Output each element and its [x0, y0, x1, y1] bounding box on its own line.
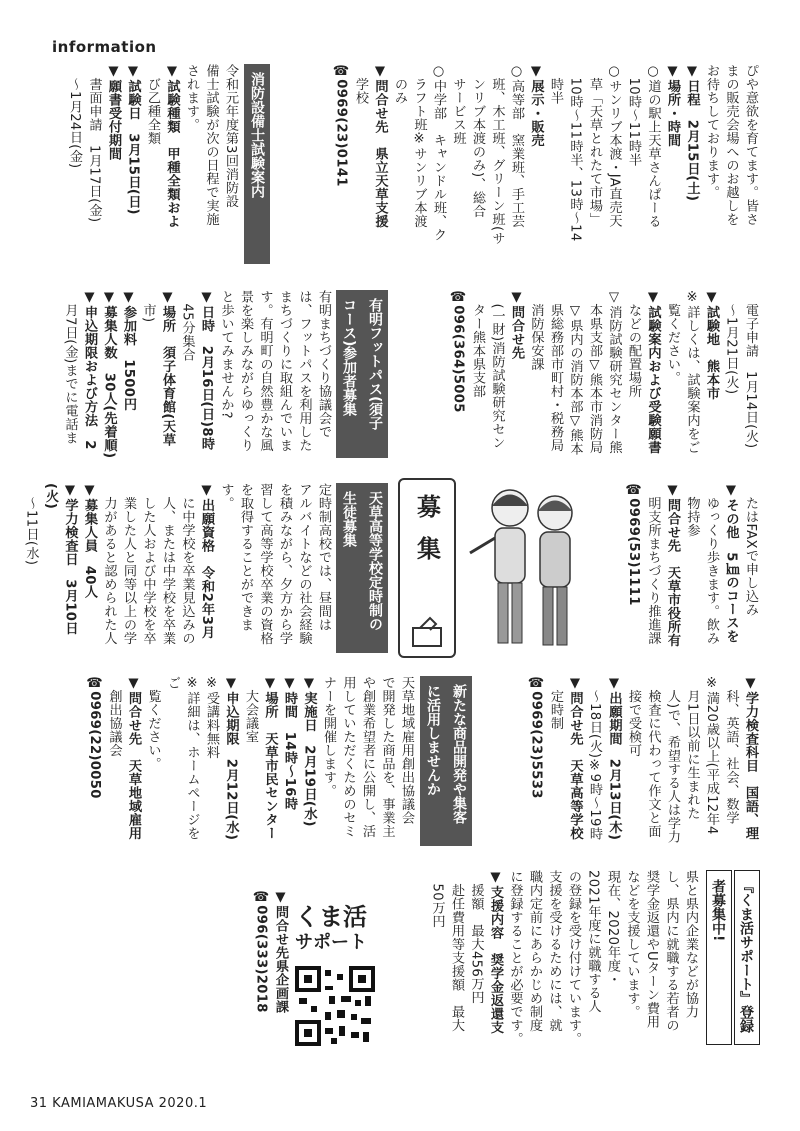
text-line: 市): [140, 290, 156, 323]
text-line: に中学校を卒業見込みの: [179, 483, 195, 645]
text-line: 消防保安課: [528, 290, 544, 371]
text-line: まの販売会場へのお越しを: [723, 64, 739, 226]
text-line: ▼場所・時間: [665, 64, 680, 147]
text-line: 覧ください。: [145, 676, 161, 771]
text-line: ▼学力検査日 3月10日(火): [43, 483, 78, 635]
text-line: アルバイトなどの社会経験: [296, 483, 312, 645]
text-line: ナーを開催します。: [321, 676, 336, 798]
text-line: 力があると認められた人: [101, 483, 117, 645]
text-line: ラフト班※サンリブ本渡: [411, 64, 427, 228]
text-line: 2021年度に就職する人: [585, 870, 601, 1013]
text-line: ☎096(333)2018: [253, 890, 269, 1013]
text-line: し、県内に就職する若者の: [663, 870, 679, 1032]
kuma-title-1: 『くま活サポート』登録: [734, 870, 760, 1045]
text-line: されます。: [184, 64, 199, 132]
text-line: の登録を受け付けています。: [566, 870, 581, 1046]
shoubou-text: [55, 64, 240, 274]
text-line: 令和元年度第3回消防設: [223, 64, 238, 208]
text-line: などを支援しています。: [624, 870, 640, 1019]
text-line: お待ちしております。: [704, 64, 719, 199]
special-school-sale-text: [290, 64, 760, 264]
text-line: ▼参加料 1500円: [121, 290, 136, 411]
page-footer: 31 KAMIAMAKUSA 2020.1: [30, 1096, 208, 1111]
text-line: 書面申請 1月17日(金): [86, 64, 102, 223]
text-line: を積みながら、夕方から学: [277, 483, 292, 645]
text-line: 県総務部市町村・税務局: [548, 290, 563, 452]
text-line: ～18日(火)※9時～19時: [587, 676, 602, 841]
text-line: ☎0969(22)0050: [87, 676, 102, 799]
text-line: ▽消防試験研究センター熊: [606, 290, 622, 454]
text-line: 明支所まちづくり推進課: [645, 483, 661, 645]
text-line: ▼申込期限 2月12日(水): [223, 676, 239, 841]
text-line: 接で受検可: [626, 676, 641, 757]
logo-line-2: サポート: [295, 932, 367, 953]
teiji-title-2: 生徒募集: [336, 483, 362, 653]
text-line: ゆっくり歩きます。飲み: [704, 483, 719, 645]
text-line: ▼問合せ先 天草市役所有: [665, 483, 680, 647]
text-line: ▼学力検査科目 国語、理: [743, 676, 758, 840]
text-line: に登録することが必要です。: [507, 870, 523, 1046]
text-line: ▼日程 2月15日(土): [684, 64, 700, 202]
text-line: 大会議室: [243, 676, 258, 744]
text-line: 草「天草とれたて市場」: [587, 64, 602, 226]
text-line: 業した人と同等以上の学: [121, 483, 136, 645]
text-line: 50万円: [429, 870, 445, 928]
text-line: のみ: [392, 64, 407, 105]
text-line: 検査に代わって作文と面: [645, 676, 661, 838]
kuma-inquiry-text: [245, 890, 290, 1060]
text-line: ○中学部 キャンドル班、ク: [431, 64, 446, 242]
text-line: サービス班: [450, 64, 466, 145]
text-line: ☎0969(53)1111: [626, 483, 641, 606]
text-line: 定時制高校では、昼間は: [316, 483, 331, 632]
text-line: 県と県内企業などが協力: [683, 870, 698, 1019]
text-line: ○サンリブ本渡・JA直売天: [606, 64, 622, 228]
text-line: 時半: [548, 64, 563, 105]
mailbox-icon: [410, 616, 444, 648]
shoubou-title: 消防設備士試験案内: [244, 64, 270, 264]
text-line: 有明まちづくり協議会で: [316, 290, 331, 439]
text-line: 人)で、希望する人は学力: [665, 676, 680, 844]
kuma-logo: [295, 904, 387, 1054]
text-line: ▼出願資格 令和2年3月: [199, 483, 214, 639]
text-line: ンリブ本渡のみ)、総合: [470, 64, 485, 218]
text-line: 定時制: [548, 676, 563, 730]
shohin-title-2: に活用しませんか: [420, 676, 446, 846]
text-line: 支援を受けるためには、就: [546, 870, 562, 1032]
text-line: 月7日(金)までに電話ま: [62, 290, 78, 445]
text-line: す。有明町の自然豊かな風: [257, 290, 273, 452]
boshu-heading: 募集: [398, 478, 456, 658]
text-line: ▼支援内容 奨学金返還支: [488, 870, 503, 1034]
text-line: ▼募集人員 40人: [82, 483, 97, 599]
text-line: ぴや意欲を育てます。皆さ: [743, 64, 758, 226]
text-line: した人および中学校を卒: [140, 483, 156, 645]
text-line: ☎0969(23)5533: [528, 676, 544, 799]
text-line: ▽県内の消防本部▽熊本: [567, 290, 583, 456]
text-line: 10時～11時半: [626, 64, 641, 167]
text-line: 職内定前にあらかじめ制度: [527, 870, 542, 1032]
text-line: 科、英語、社会、数学: [723, 676, 739, 825]
logo-line-1: くま活: [295, 903, 367, 931]
text-line: 創出協議会: [106, 676, 122, 757]
text-line: ▼問合せ先 県立天草支援: [372, 64, 388, 228]
text-line: まちづくりに取組んでいま: [277, 290, 292, 452]
text-line: 援額 最大456万円: [468, 870, 484, 1005]
text-line: ▼場所 天草市民センター: [262, 676, 278, 840]
ariake-title-2: コース)参加者募集: [336, 290, 362, 458]
ariake-text: [55, 290, 333, 465]
text-line: 備士試験が次の日程で実施: [203, 64, 219, 226]
text-line: 現在、2020年度・: [605, 870, 620, 986]
text-line: ▼展示・販売: [528, 64, 544, 147]
teiji-text: [23, 483, 333, 658]
text-line: たはFAXで申し込み: [743, 483, 758, 617]
shoubou-continued-text: [450, 290, 760, 460]
text-line: ※受講料無料: [204, 676, 219, 759]
text-line: ☎096(364)5005: [450, 290, 466, 413]
walking-couple-illustration: [460, 478, 595, 658]
text-line: ※詳しくは、試験案内をご: [684, 290, 700, 454]
text-line: ▼その他 5㎞のコースを: [723, 483, 739, 643]
text-line: ター熊本県支部: [470, 290, 485, 398]
text-line: ～1月21日(火): [723, 290, 739, 395]
text-line: び乙種全類: [145, 64, 160, 145]
text-line: ▼問合せ先県企画課: [273, 890, 288, 1014]
footpath-continued-text: [598, 483, 760, 653]
teiji-title-1: 天草高等学校定時制の: [362, 483, 388, 653]
text-line: ※詳細は、ホームページをご: [165, 676, 200, 840]
text-line: 人、または中学校を卒業: [160, 483, 175, 645]
text-line: ▼申込期限および方法 2: [82, 290, 97, 450]
text-line: (一財)消防試験研究セン: [489, 290, 505, 450]
text-line: ▼場所 須子体育館(天草: [160, 290, 175, 447]
text-line: 10時～11時半、13時～14: [567, 64, 583, 242]
text-line: や創業希望者に公開し、活: [360, 676, 375, 838]
text-line: ▼試験種類 甲種全類およ: [164, 64, 180, 228]
kuma-title-2: 者募集中!: [706, 870, 732, 1045]
text-line: 月1日以前に生まれた: [684, 676, 700, 820]
text-line: などの配置場所: [626, 290, 641, 398]
text-line: 45分集合: [179, 290, 195, 362]
shohin-title-1: 新たな商品開発や集客: [446, 676, 472, 846]
text-line: ※満20歳以上(平成12年4: [704, 676, 719, 835]
text-line: で開発した商品を、事業主: [379, 676, 395, 838]
text-line: と歩いてみませんか?: [218, 290, 234, 419]
text-line: を取得することができます。: [218, 483, 253, 632]
teiji-continued-text: [510, 676, 760, 846]
section-header: information: [52, 38, 157, 56]
text-line: 電子申請 1月14日(火): [743, 290, 758, 449]
text-line: 赴任費用等支援額 最大: [449, 870, 464, 1032]
text-line: ▼試験日 3月15日(日): [125, 64, 141, 215]
text-line: ▼出願期間 2月13日(木): [606, 676, 622, 841]
text-line: 用していただくためのセミ: [340, 676, 356, 838]
text-line: ☎0969(23)0141: [333, 64, 349, 187]
text-line: ▼試験案内および受験願書: [645, 290, 661, 454]
text-line: ▼問合せ先 天草地域雇用: [126, 676, 141, 840]
text-line: ▼試験地 熊本市: [704, 290, 719, 400]
text-line: 奨学金返還やUターン費用: [644, 870, 659, 1029]
ariake-title-1: 有明フットパス(須子: [362, 290, 388, 458]
text-line: ▼問合せ先 天草高等学校: [567, 676, 583, 840]
text-line: ○高等部 窯業班、手工芸: [509, 64, 524, 228]
kuma-text: [395, 870, 700, 1060]
shohin-text: [87, 676, 416, 851]
text-line: 習して高等学校卒業の資格: [257, 483, 273, 645]
text-line: ▼時間 14時～16時: [282, 676, 297, 811]
text-line: 学校: [353, 64, 368, 105]
qr-code-icon[interactable]: [295, 966, 375, 1046]
text-line: ～1月24日(金): [67, 64, 82, 169]
text-line: 班、木工班、グリーン班(サ: [489, 64, 505, 245]
text-line: は、フットパスを利用した: [296, 290, 312, 452]
text-line: ▼問合せ先: [509, 290, 524, 360]
text-line: 本県支部▽熊本市消防局: [587, 290, 602, 454]
text-line: ○道の駅上天草さんぱーる: [645, 64, 661, 228]
text-line: 景を楽しみながらゆっくり: [238, 290, 253, 452]
text-line: 天草地域雇用創出協議会: [399, 676, 414, 825]
text-line: ～11日(水): [23, 483, 39, 566]
text-line: ▼日時 2月16日(日)8時: [199, 290, 214, 451]
text-line: ▼募集人数 30人(先着順): [101, 290, 117, 459]
text-line: 物持参: [684, 483, 700, 537]
text-line: ▼願書受付期間: [106, 64, 121, 161]
text-line: ▼実施日 2月19日(水): [301, 676, 317, 827]
text-line: 覧ください。: [665, 290, 680, 385]
